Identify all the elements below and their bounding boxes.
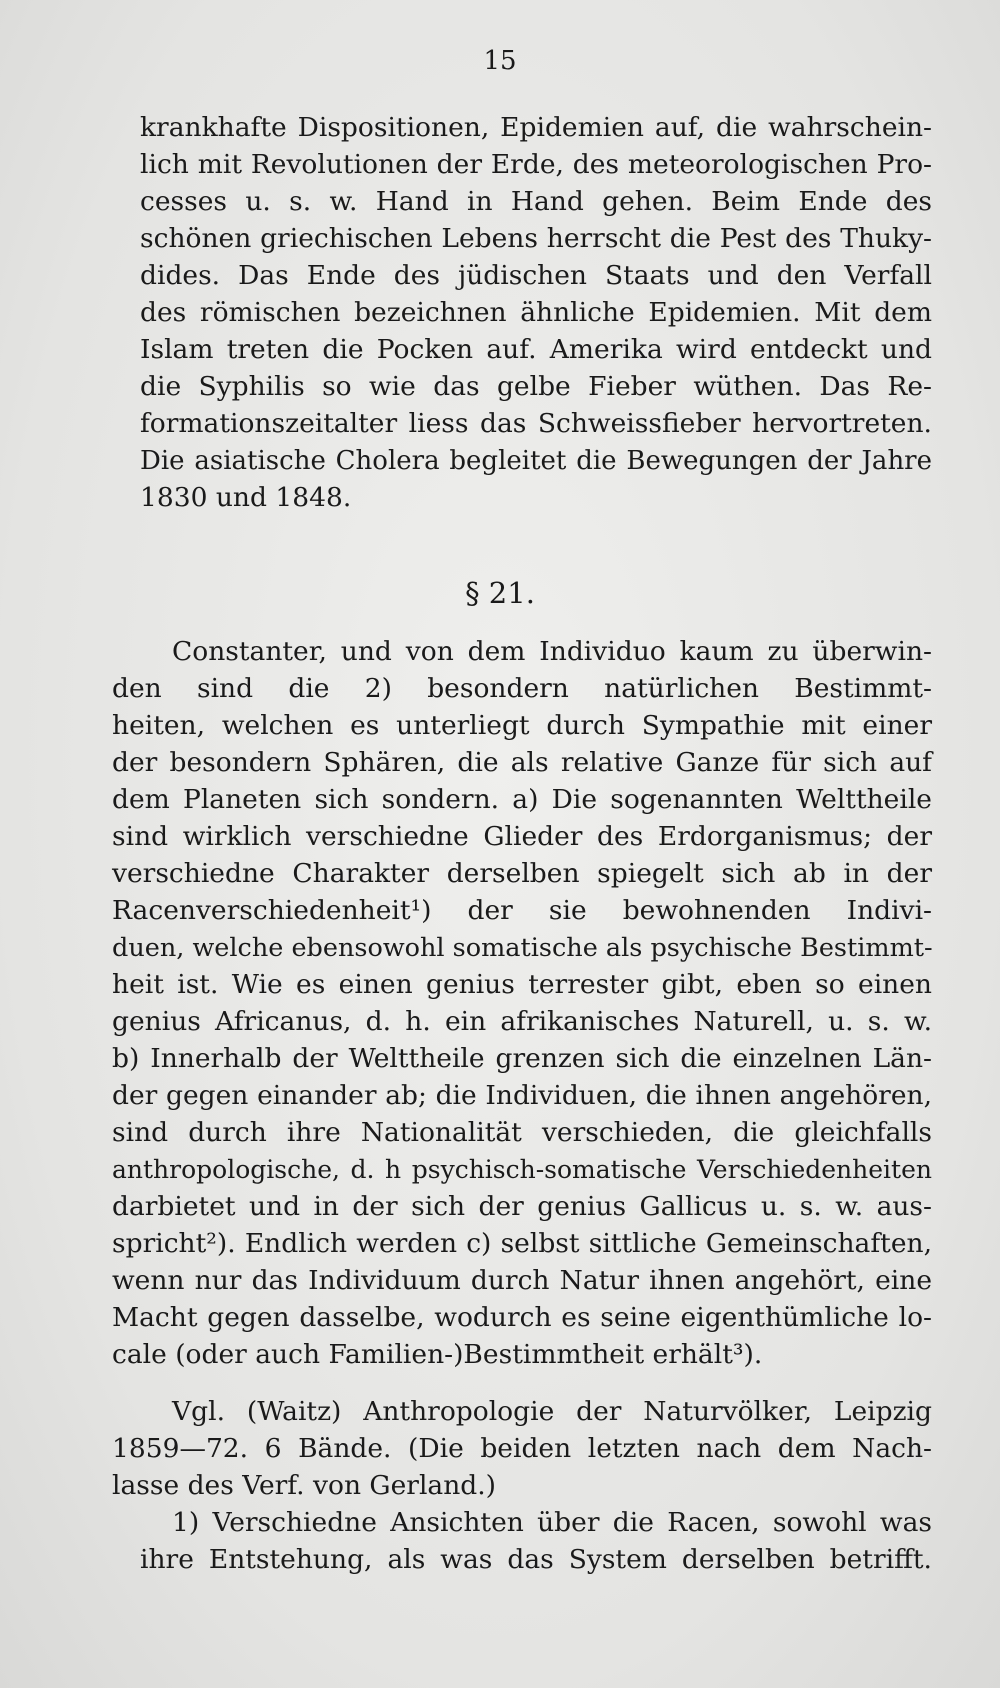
footnote-line: 1859—72. 6 Bände. (Die beiden letzten nach dem Nach- (112, 1433, 932, 1464)
text-line: Macht gegen dasselbe, wodurch es seine eigenthümliche lo- (112, 1302, 932, 1333)
text-line: b) Innerhalb der Welttheile grenzen sich die einzelnen Län- (112, 1043, 932, 1074)
text-line: Die asiatische Cholera begleitet die Bewegungen der Jahre (140, 446, 932, 476)
section-heading: § 21. (465, 576, 535, 610)
text-line: 1830 und 1848. (140, 482, 352, 513)
text-line: der besondern Sphären, die als relative Ganze für sich auf (112, 747, 932, 778)
text-line: sind durch ihre Nationalität verschieden, die gleichfalls (112, 1117, 932, 1148)
text-line: genius Africanus, d. h. ein afrikanisches Naturell, u. s. w. (112, 1006, 932, 1037)
text-line: Islam treten die Pocken auf. Amerika wird entdeckt und (140, 334, 932, 365)
text-line: Racenverschiedenheit¹) der sie bewohnenden Indivi- (112, 895, 932, 926)
text-line: dem Planeten sich sondern. a) Die sogenannten Welttheile (112, 784, 932, 815)
text-line: dides. Das Ende des jüdischen Staats und den Verfall (140, 260, 932, 291)
text-line: schönen griechischen Lebens herrscht die Pest des Thuky- (140, 223, 932, 254)
text-line: heit ist. Wie es einen genius terrester gibt, eben so einen (112, 969, 932, 1000)
text-line: lich mit Revolutionen der Erde, des meteorologischen Pro- (140, 149, 932, 180)
text-line: krankhafte Dispositionen, Epidemien auf, die wahrschein- (140, 112, 932, 143)
text-line: formationszeitalter liess das Schweissfieber hervortreten. (140, 408, 932, 439)
text-line: den sind die 2) besondern natürlichen Bestimmt- (112, 673, 932, 704)
text-line: verschiedne Charakter derselben spiegelt sich ab in der (112, 858, 932, 889)
text-line: die Syphilis so wie das gelbe Fieber wüthen. Das Re- (140, 371, 932, 402)
footnote-line: 1) Verschiedne Ansichten über die Racen, sowohl was (172, 1507, 932, 1538)
text-line: darbietet und in der sich der genius Gallicus u. s. w. aus- (112, 1191, 932, 1222)
text-line: Constanter, und von dem Individuo kaum zu überwin- (172, 636, 932, 667)
footnote-line: ihre Entstehung, als was das System derselben betrifft. (140, 1544, 932, 1575)
text-line: anthropologische, d. h psychisch-somatische Verschiedenheiten (112, 1155, 932, 1184)
text-line: sind wirklich verschiedne Glieder des Erdorganismus; der (112, 821, 932, 852)
text-line: heiten, welchen es unterliegt durch Sympathie mit einer (112, 710, 932, 741)
text-line: cale (oder auch Familien-)Bestimmtheit erhält³). (112, 1339, 763, 1370)
text-line: des römischen bezeichnen ähnliche Epidemien. Mit dem (140, 297, 932, 328)
text-line: spricht²). Endlich werden c) selbst sittliche Gemeinschaften, (112, 1228, 932, 1259)
text-line: wenn nur das Individuum durch Natur ihnen angehört, eine (112, 1265, 932, 1296)
text-line: cesses u. s. w. Hand in Hand gehen. Beim Ende des (140, 186, 932, 217)
footnote-line: lasse des Verf. von Gerland.) (112, 1470, 497, 1501)
text-line: der gegen einander ab; die Individuen, die ihnen angehören, (112, 1080, 932, 1111)
text-line: duen, welche ebensowohl somatische als psychische Bestimmt- (112, 933, 933, 963)
page-number: 15 (483, 46, 517, 76)
footnote-line: Vgl. (Waitz) Anthropologie der Naturvölker, Leipzig (172, 1396, 932, 1427)
